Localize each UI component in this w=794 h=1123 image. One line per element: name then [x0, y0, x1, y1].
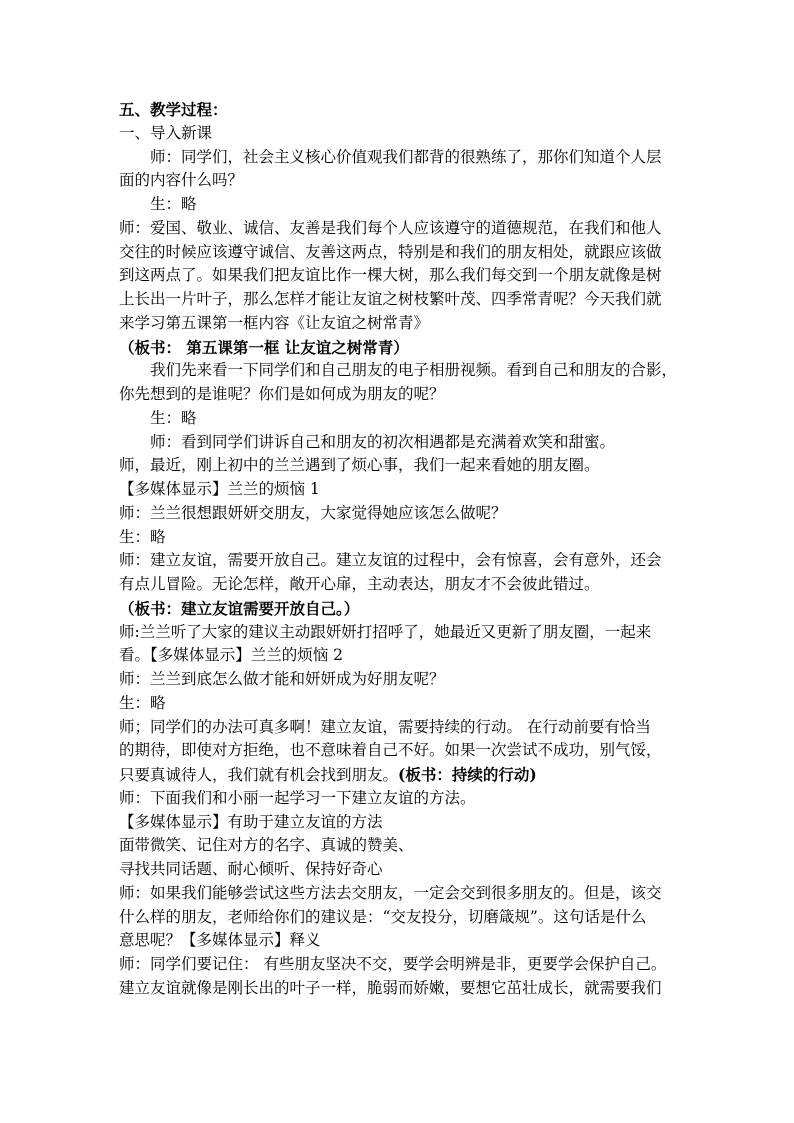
line-text: （板书： 第五课第一框 让友谊之树常青） [119, 337, 409, 357]
text-line [119, 953, 679, 977]
line-text: 面的内容什么吗？ [119, 171, 244, 190]
text-line [119, 407, 679, 431]
line-text: 师：同学们要记住： 有些朋友坚决不交，要学会明辨是非，更要学会保护自己。 [119, 955, 667, 973]
text-line [119, 146, 679, 170]
line-text: 【多媒体显示】有助于建立友谊的方法 [119, 812, 383, 831]
line-text: 师：兰兰很想跟妍妍交朋友，大家觉得她应该怎么做呢？ [119, 503, 507, 522]
text-line [119, 264, 679, 288]
text-line [119, 169, 679, 193]
text-line [119, 977, 679, 1001]
text-line [119, 454, 679, 478]
text-line [119, 359, 679, 383]
line-text: 有点儿冒险。无论怎样，敞开心扉，主动表达，朋友才不会彼此错过。 [119, 575, 600, 593]
text-line [119, 739, 679, 763]
text-line [119, 431, 679, 455]
text-line [119, 241, 679, 265]
line-text: 生：略 [119, 693, 166, 712]
line-text: 建立友谊就像是刚长出的叶子一样，脆弱而娇嫩，要想它茁壮成长，就需要我们 [119, 978, 662, 997]
line-text: 生：略 [119, 527, 166, 546]
line-text: 生：略 [150, 195, 197, 213]
text-line [119, 122, 679, 146]
line-text: 什么样的朋友，老师给你们的建议是：“交友投分，切磨箴规”。这句话是什么 [119, 907, 647, 926]
text-line [119, 787, 679, 811]
document-body [119, 98, 679, 1001]
text-line [119, 906, 679, 930]
text-line [119, 573, 679, 597]
line-text: 上长出一片叶子，那么怎样才能让友谊之树枝繁叶茂、四季常青呢？今天我们就 [119, 290, 662, 308]
text-line [119, 621, 679, 645]
line-text: 师：下面我们和小丽一起学习一下建立友谊的方法。 [119, 788, 476, 807]
line-text: 师，最近，刚上初中的兰兰遇到了烦心事，我们一起来看她的朋友圈。 [119, 456, 600, 475]
text-line [119, 98, 679, 122]
line-text: 来学习第五课第一框内容《让友谊之树常青》 [119, 313, 430, 332]
text-line [119, 692, 679, 716]
text-line [119, 312, 679, 336]
line-text: 面带微笑、记住对方的名字、真诚的赞美、 [119, 836, 414, 855]
text-line [119, 811, 679, 835]
text-line [119, 668, 679, 692]
line-text: 寻找共同话题、耐心倾听、保持好奇心 [119, 860, 383, 878]
text-line [119, 217, 679, 241]
line-text: 师；同学们的办法可真多啊！建立友谊，需要持续的行动。 在行动前要有恰当 [119, 717, 651, 736]
line-text: 看。【多媒体显示】兰兰的烦恼 2 [119, 646, 344, 665]
line-text: 生：略 [150, 408, 197, 427]
line-text: 师：如果我们能够尝试这些方法去交朋友，一定会交到很多朋友的。但是，该交 [119, 883, 662, 902]
line-text: 师：建立友谊，需要开放自己。建立友谊的过程中，会有惊喜，会有意外，还会 [119, 551, 662, 570]
board-note: (板书：持续的行动) [398, 765, 537, 784]
text-line [119, 858, 679, 882]
line-text: 师：看到同学们讲诉自己和朋友的初次相遇都是充满着欢笑和甜蜜。 [150, 432, 616, 451]
text-line [119, 288, 679, 312]
text-line [119, 336, 679, 360]
line-text: 你先想到的是谁呢？你们是如何成为朋友的呢？ [119, 385, 445, 403]
text-line [119, 716, 679, 740]
text-line [119, 502, 679, 526]
line-text: 交往的时候应该遵守诚信、友善这两点，特别是和我们的朋友相处，就跟应该做 [119, 242, 662, 261]
line-text: 师：爱国、敬业、诚信、友善是我们每个人应该遵守的道德规范，在我们和他人 [119, 218, 662, 237]
text-line [119, 929, 679, 953]
text-line [119, 478, 679, 502]
text-line [119, 882, 679, 906]
line-text: 师:兰兰听了大家的建议主动跟妍妍打招呼了，她最近又更新了朋友圈，一起来 [119, 622, 652, 641]
line-text: 我们先来看一下同学们和自己朋友的电子相册视频。看到自己和朋友的合影， [150, 361, 678, 380]
line-text: 到这两点了。如果我们把友谊比作一棵大树，那么我们每交到一个朋友就像是树 [119, 266, 662, 285]
line-text: （板书：建立友谊需要开放自己。） [119, 598, 360, 618]
text-line [119, 597, 679, 621]
line-text: 只要真诚待人，我们就有机会找到朋友。 [119, 766, 399, 784]
line-text: 五、教学过程： [119, 100, 228, 119]
line-text: 【多媒体显示】兰兰的烦恼 1 [119, 480, 320, 498]
text-line [119, 834, 679, 858]
line-text: 师：同学们，社会主义核心价值观我们都背的很熟练了，那你们知道个人层 [150, 147, 662, 166]
line-text: 一、导入新课 [119, 123, 213, 142]
text-line [119, 644, 679, 668]
text-line [119, 526, 679, 550]
text-line [119, 383, 679, 407]
text-line [119, 193, 679, 217]
text-line [119, 549, 679, 573]
line-text: 师：兰兰到底怎么做才能和妍妍成为好朋友呢？ [119, 670, 445, 688]
text-line [119, 763, 679, 787]
line-text: 的期待，即使对方拒绝，也不意味着自己不好。如果一次尝试不成功，别气馁， [119, 741, 662, 760]
line-text: 意思呢？【多媒体显示】释义 [119, 931, 321, 950]
